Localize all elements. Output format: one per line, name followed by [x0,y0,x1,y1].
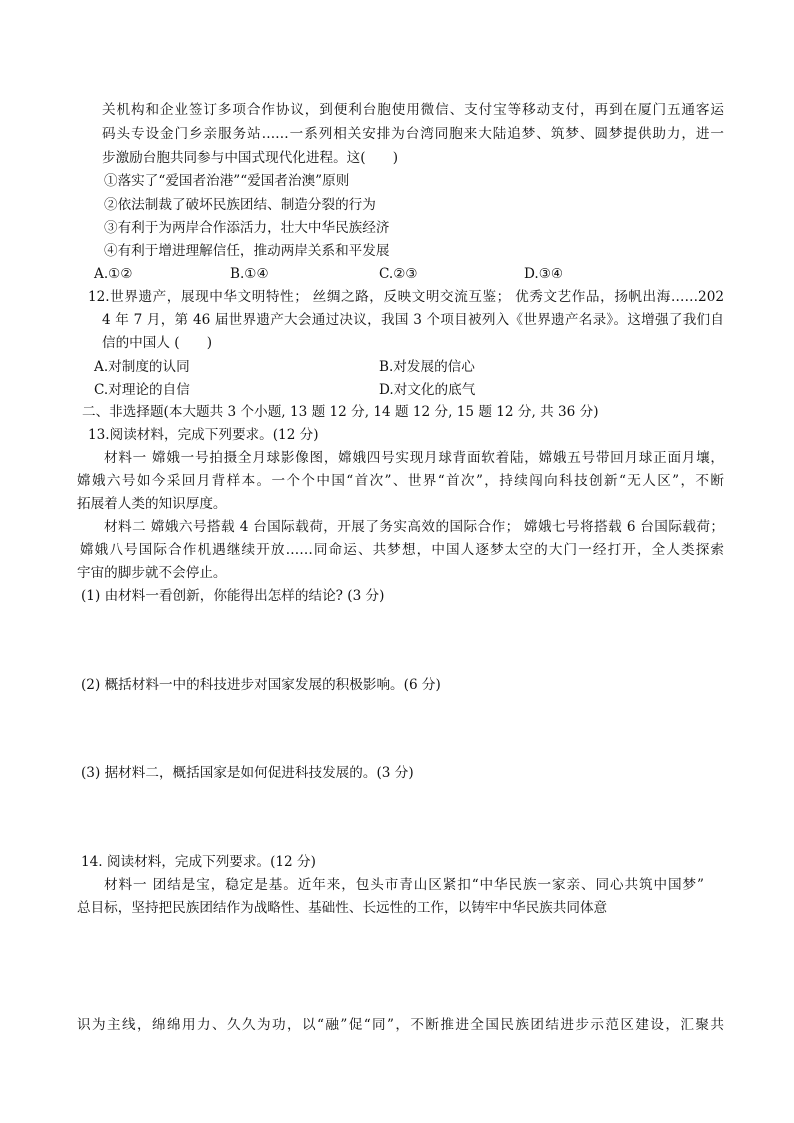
q13-subquestion-1: (1) 由材料一看创新，你能得出怎样的结论? (3 分) [81,588,385,604]
q12-stem-line-2: 4 年 7 月，第 46 届世界遗产大会通过决议，我国 3 个项目被列入《世界遗产名录》。这增强了我们自 [102,312,724,328]
q13-material-1-line-2: 嫦娥六号如今采回月背样本。一个个中国“首次”、世界“首次”，持续闯向科技创新“无人区”，不断 [77,473,724,489]
q11-option-a: A.①② [94,266,133,282]
q11-stem-line-1: 关机构和企业签订多项合作协议，到便利台胞使用微信、支付宝等移动支付，再到在厦门五通客运 [102,102,724,118]
q11-option-c: C.②③ [379,266,418,282]
q12-options-row-1 [0,357,794,377]
q13-material-2-line-2: 嫦娥八号国际合作机遇继续开放……同命运、共梦想，中国人逐梦太空的大门一经打开，全人类探索 [80,542,724,558]
q12-options-row-2 [0,380,794,400]
q12-option-a: A.对制度的认同 [94,359,190,375]
q11-statement-2: ②依法制裁了破坏民族团结、制造分裂的行为 [104,197,376,213]
q14-stem: 14. 阅读材料，完成下列要求。(12 分) [81,854,316,870]
q11-stem-line-3: 步激励台胞共同参与中国式现代化进程。这( ) [102,150,399,166]
section-2-heading: 二、非选择题(本大题共 3 个小题, 13 题 12 分, 14 题 12 分, 15 题 12 分, 共 36 分) [82,404,599,420]
q12-option-b: B.对发展的信心 [379,359,475,375]
q12-option-d: D.对文化的底气 [379,382,476,398]
q11-stem-line-2: 码头专设金门乡亲服务站……一系列相关安排为台湾同胞来大陆追梦、筑梦、圆梦提供助力，进一 [102,126,724,142]
q14-material-1-line-2: 总目标，坚持把民族团结作为战略性、基础性、长远性的工作，以铸牢中华民族共同体意 [77,900,608,916]
q11-statement-1: ①落实了“爱国者治港”“爱国者治澳”原则 [104,173,350,189]
q13-subquestion-2: (2) 概括材料一中的科技进步对国家发展的积极影响。(6 分) [81,677,441,693]
q13-stem: 13.阅读材料，完成下列要求。(12 分) [88,427,319,443]
q12-option-c: C.对理论的自信 [94,382,190,398]
q13-material-1-line-1: 材料一 嫦娥一号拍摄全月球影像图，嫦娥四号实现月球背面软着陆，嫦娥五号带回月球正面月壤， [104,450,724,466]
q12-stem-line-3: 信的中国人 ( ) [102,335,213,351]
q13-material-2-line-3: 宇宙的脚步就不会停止。 [77,565,227,581]
q11-statement-3: ③有利于为两岸合作添活力，壮大中华民族经济 [104,220,390,236]
q13-material-2-line-1: 材料二 嫦娥六号搭载 4 台国际载荷，开展了务实高效的国际合作； 嫦娥七号将搭载 6 台国际载荷； [104,519,724,535]
q11-option-b: B.①④ [230,266,269,282]
q14-material-1-line-1: 材料一 团结是宝，稳定是基。近年来，包头市青山区紧扣“中华民族一家亲、同心共筑中国梦” [104,877,704,893]
q14-material-1-continuation: 识为主线，绵绵用力、久久为功，以“融”促“同”，不断推进全国民族团结进步示范区建设，汇聚共 [77,1017,724,1033]
q13-material-1-line-3: 拓展着人类的知识厚度。 [77,496,227,512]
q11-option-d: D.③④ [524,266,564,282]
q12-stem-line-1: 12.世界遗产，展现中华文明特性； 丝绸之路，反映文明交流互鉴； 优秀文艺作品，扬帆出海……202 [88,289,724,305]
q11-statement-4: ④有利于增进理解信任，推动两岸关系和平发展 [104,243,390,259]
q13-subquestion-3: (3) 据材料二，概括国家是如何促进科技发展的。(3 分) [81,765,414,781]
q11-options [0,264,794,284]
